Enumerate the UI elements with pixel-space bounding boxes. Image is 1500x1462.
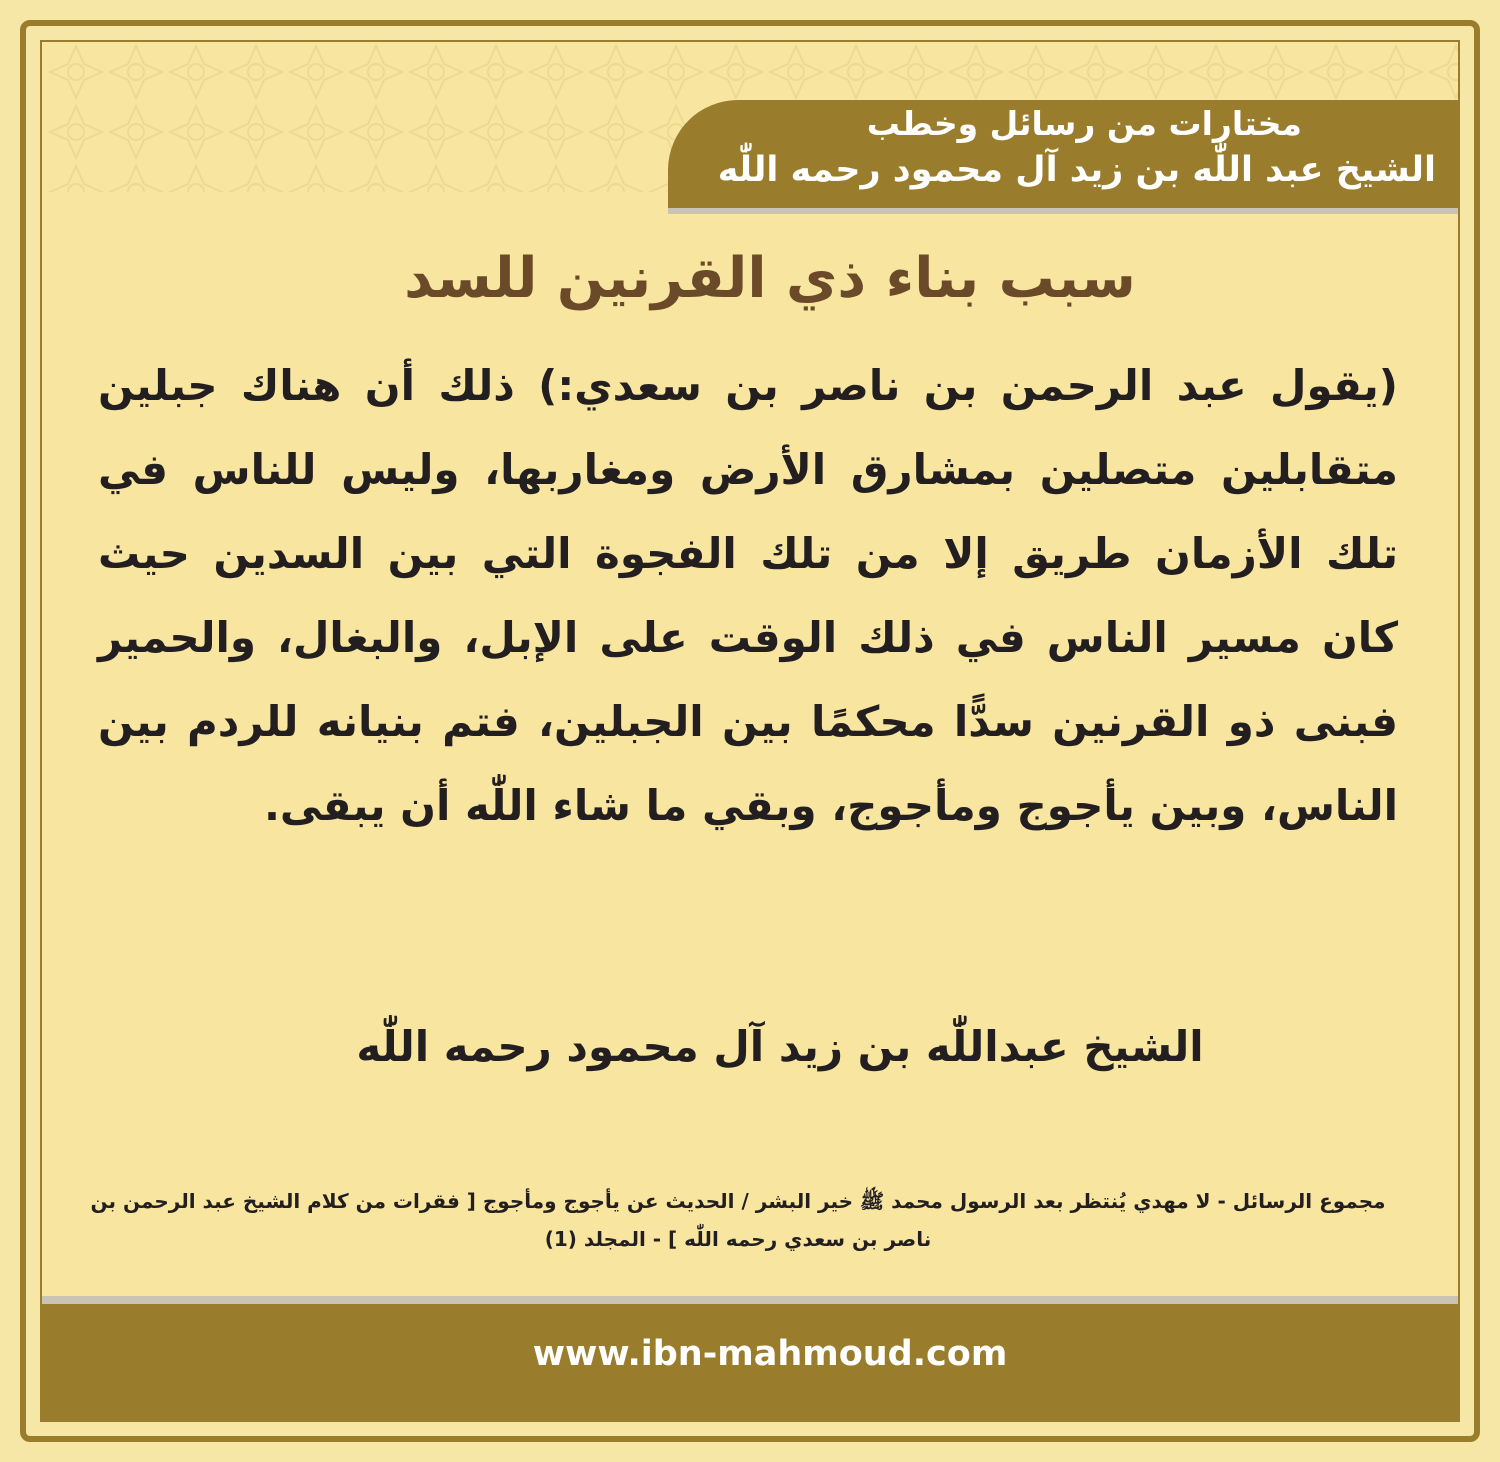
- header-author-name: الشيخ عبد اللّٰه بن زيد آل محمود رحمه اللّٰه: [717, 150, 1436, 190]
- quote-body: (يقول عبد الرحمن بن ناصر بن سعدي:) ذلك أن هناك جبلين متقابلين متصلين بمشارق الأرض ومغاربها، وليس للناس في تلك الأزمان طريق إلا من تلك الفجوة التي بين السدين حيث كان مسير الناس في ذلك الوقت على الإبل، والبغال، والحمير فبنى ذو القرنين سدًّا محكمًا بين الجبلين، فتم بنيانه للردم بين الناس، وبين يأجوج ومأجوج، وبقي ما شاء اللّٰه أن يبقى.: [98, 361, 1398, 830]
- header-band: [668, 100, 1458, 208]
- header-series-title: مختارات من رسائل وخطب: [866, 104, 1302, 143]
- author-signature: الشيخ عبداللّٰه بن زيد آل محمود رحمه اللّٰه: [356, 1022, 1204, 1071]
- page-title: سبب بناء ذي القرنين للسد: [404, 246, 1136, 311]
- outer-frame: [20, 20, 1480, 1442]
- content-panel: [40, 40, 1460, 1422]
- footer-band: [42, 1304, 1458, 1420]
- website-url: www.ibn-mahmoud.com: [532, 1334, 1008, 1374]
- source-reference: مجموع الرسائل - لا مهدي يُنتظر بعد الرسول محمد ﷺ خير البشر / الحديث عن يأجوج ومأجوج [ فقرات من كلام الشيخ عبد الرحمن بن ناصر بن سعدي رحمه اللّٰه ] - المجلد (1): [90, 1189, 1386, 1251]
